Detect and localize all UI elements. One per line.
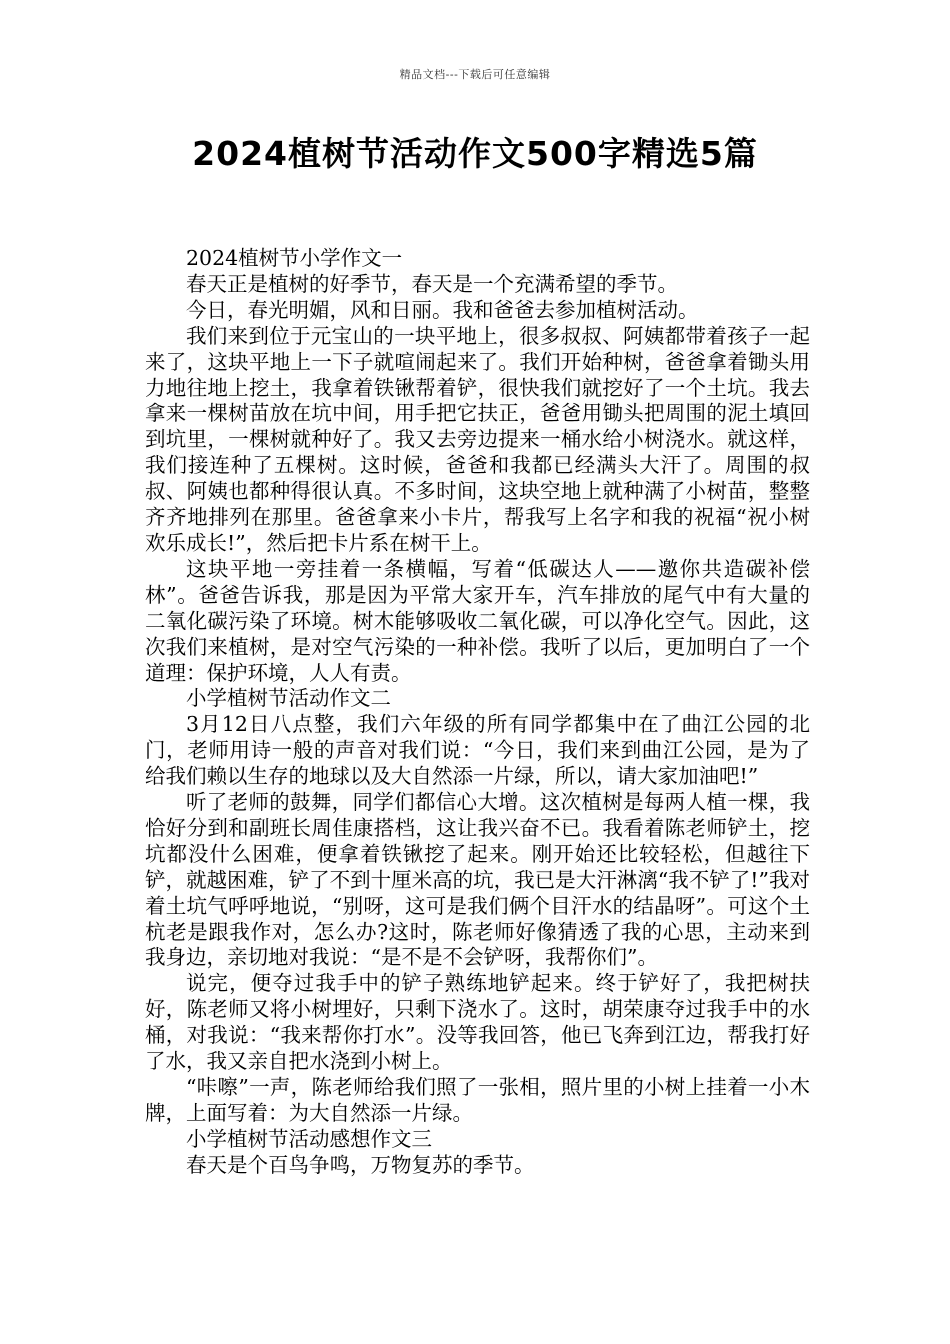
paragraph: 说完，便夺过我手中的铲子熟练地铲起来。终于铲好了，我把树扶好，陈老师又将小树埋好，只剩下浇水了。这时，胡荣康夺过我手中的水桶，对我说：“我来帮你打水”。没等我回答，他已飞奔到江边，帮我打好了水，我又亲自把水浇到小树上。 <box>145 971 810 1074</box>
paragraph: 听了老师的鼓舞，同学们都信心大增。这次植树是每两人植一棵，我恰好分到和副班长周佳康搭档，这让我兴奋不已。我看着陈老师铲土，挖坑都没什么困难，便拿着铁锹挖了起来。刚开始还比较轻松，但越往下铲，就越困难，铲了不到十厘米高的坑，我已是大汗淋漓“我不铲了!”我对着土坑气呼呼地说，“别呀，这可是我们俩个目汗水的结晶呀”。可这个土杭老是跟我作对，怎么办?这时，陈老师好像猜透了我的心思，主动来到我身边，亲切地对我说：“是不是不会铲呀，我帮你们”。 <box>145 790 810 970</box>
paragraph: 春天是个百鸟争鸣，万物复苏的季节。 <box>186 1152 535 1177</box>
section-heading-3: 小学植树节活动感想作文三 <box>186 1126 432 1151</box>
paragraph: 这块平地一旁挂着一条横幅，写着“低碳达人——邀你共造碳补偿林”。爸爸告诉我，那是因为平常大家开车，汽车排放的尾气中有大量的二氧化碳污染了环境。树木能够吸收二氧化碳，可以净化空气。因此，这次我们来植树，是对空气污染的一种补偿。我听了以后，更加明白了一个道理：保护环境，人人有责。 <box>145 556 810 685</box>
section-heading-2: 小学植树节活动作文二 <box>186 686 391 711</box>
section-heading-1: 2024植树节小学作文一 <box>186 246 403 270</box>
paragraph: 3月12日八点整，我们六年级的所有同学都集中在了曲江公园的北门，老师用诗一般的声音对我们说：“今日，我们来到曲江公园，是为了给我们赖以生存的地球以及大自然添一片绿，所以，请大家加油吧!” <box>145 712 810 789</box>
header-watermark: 精品文档---下载后可任意编辑 <box>399 68 551 81</box>
document-body <box>145 246 810 1179</box>
paragraph: 我们来到位于元宝山的一块平地上，很多叔叔、阿姨都带着孩子一起来了，这块平地上一下子就喧闹起来了。我们开始种树，爸爸拿着锄头用力地往地上挖土，我拿着铁锹帮着铲，很快我们就挖好了一个土坑。我去拿来一棵树苗放在坑中间，用手把它扶正，爸爸用锄头把周围的泥土填回到坑里，一棵树就种好了。我又去旁边提来一桶水给小树浇水。就这样，我们接连种了五棵树。这时候，爸爸和我都已经满头大汗了。周围的叔叔、阿姨也都种得很认真。不多时间，这块空地上就种满了小树苗，整整齐齐地排列在那里。爸爸拿来小卡片，帮我写上名字和我的祝福“祝小树欢乐成长!”，然后把卡片系在树干上。 <box>145 323 810 555</box>
paragraph: 春天正是植树的好季节，春天是一个充满希望的季节。 <box>186 271 678 296</box>
paragraph: “咔嚓”一声，陈老师给我们照了一张相，照片里的小树上挂着一小木牌，上面写着：为大自然添一片绿。 <box>145 1075 810 1125</box>
document-title: 2024植树节活动作文500字精选5篇 <box>192 134 758 173</box>
paragraph: 今日，春光明媚，风和日丽。我和爸爸去参加植树活动。 <box>186 297 699 322</box>
